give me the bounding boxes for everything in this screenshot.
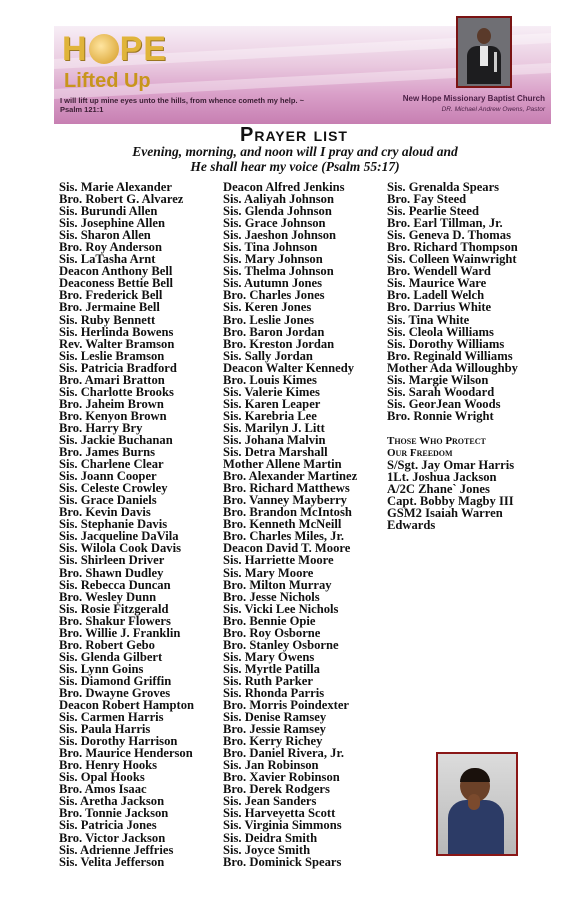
list-item: Sis. Aaliyah Johnson: [223, 192, 334, 207]
list-item: Deacon David T. Moore: [223, 541, 351, 556]
pastor-name: DR. Michael Andrew Owens, Pastor: [441, 106, 545, 113]
list-item: Bro. Daniel Rivera, Jr.: [223, 746, 345, 761]
list-item: Bro. Derek Rodgers: [223, 782, 330, 797]
list-item: Bro. Baron Jordan: [223, 324, 325, 339]
list-item: Sis. Mary Owens: [223, 649, 315, 664]
praying-child-image: [436, 752, 518, 856]
list-item: Sis. Vicki Lee Nichols: [223, 601, 339, 616]
page-subtitle: Evening, morning, and noon will I pray and cry aloud and He shall hear my voice (Psalm 55:17): [132, 144, 458, 174]
list-item: Sis. Dorothy Williams: [387, 336, 505, 351]
pastor-photo: [456, 16, 512, 88]
list-item: Bro. Harry Bry: [59, 420, 143, 435]
list-item: Sis. Velita Jefferson: [59, 854, 165, 869]
list-item: Sis. Rosie Fitzgerald: [59, 601, 169, 616]
list-item: Sis. Colleen Wainwright: [387, 252, 517, 267]
list-item: Bro. Shawn Dudley: [59, 565, 164, 580]
list-item: Sis. Keren Jones: [223, 300, 312, 315]
list-item: Sis. Harriette Moore: [223, 553, 334, 568]
list-item: Sis. Joann Cooper: [59, 469, 157, 484]
list-item: Mother Ada Willoughby: [387, 360, 518, 375]
list-item: Sis. Myrtle Patilla: [223, 661, 320, 676]
names-column-3: [387, 181, 518, 422]
list-item: Bro. Amos Isaac: [59, 782, 147, 797]
list-item: Sis. Jacqueline DaVila: [59, 529, 179, 544]
protect-names: [387, 459, 514, 531]
list-item: Bro. Reginald Williams: [387, 348, 513, 363]
list-item: Bro. Jermaine Bell: [59, 300, 160, 315]
list-item: Sis. Autumn Jones: [223, 276, 323, 291]
list-item: Bro. Dwayne Groves: [59, 685, 171, 700]
list-item: Bro. Henry Hooks: [59, 758, 158, 773]
list-item: Bro. Richard Matthews: [223, 481, 350, 496]
list-item: Sis. Detra Marshall: [223, 445, 328, 460]
page-title: Prayer list: [240, 124, 348, 146]
list-item: Sis. GeorJean Woods: [387, 396, 501, 411]
list-item: Sis. Grace Daniels: [59, 493, 157, 508]
list-item: Bro. Darrius White: [387, 300, 492, 315]
list-item: Sis. Valerie Kimes: [223, 384, 320, 399]
list-item: Sis. Jan Robinson: [223, 758, 319, 773]
list-item: Deacon Robert Hampton: [59, 698, 195, 713]
list-item: Bro. Stanley Osborne: [223, 637, 339, 652]
list-item: Sis. Grenalda Spears: [387, 180, 500, 194]
list-item: Bro. Kreston Jordan: [223, 336, 335, 351]
list-item: Sis. Cleola Williams: [387, 324, 494, 339]
list-item: Sis. Sally Jordan: [223, 348, 313, 363]
list-item: Sis. Patricia Jones: [59, 818, 157, 833]
list-item: Bro. Robert Gebo: [59, 637, 155, 652]
list-item: Bro. Brandon McIntosh: [223, 505, 352, 520]
list-item: Bro. Kevin Davis: [59, 505, 151, 520]
names-column-1: [59, 181, 194, 868]
list-item: Sis. Burundi Allen: [59, 204, 158, 219]
list-item: Deacon Walter Kennedy: [223, 360, 355, 375]
list-item: Sis. Virginia Simmons: [223, 818, 342, 833]
list-item: Bro. Dominick Spears: [223, 854, 342, 869]
list-item: Sis. Sarah Woodard: [387, 384, 495, 399]
list-item: A/2C Zhane` Jones: [387, 482, 490, 497]
list-item: Sis. Herlinda Bowens: [59, 324, 174, 339]
list-item: Bro. Kenyon Brown: [59, 408, 167, 423]
list-item: Bro. Jaheim Brown: [59, 396, 164, 411]
list-item: Bro. Ladell Welch: [387, 288, 485, 303]
list-item: S/Sgt. Jay Omar Harris: [387, 458, 515, 472]
praying-hands: [468, 794, 480, 810]
list-item: Bro. Shakur Flowers: [59, 613, 171, 628]
list-item: Sis. Tina White: [387, 312, 470, 327]
list-item: Sis. Patricia Bradford: [59, 360, 177, 375]
list-item: Sis. Johana Malvin: [223, 432, 326, 447]
list-item: Sis. Glenda Johnson: [223, 204, 332, 219]
list-item: Sis. Adrienne Jeffries: [59, 842, 174, 857]
microphone-icon: [494, 52, 497, 72]
list-item: Sis. Harveyetta Scott: [223, 806, 336, 821]
list-item: Sis. Stephanie Davis: [59, 517, 168, 532]
list-item: Deacon Anthony Bell: [59, 264, 173, 279]
list-item: Bro. Charles Miles, Jr.: [223, 529, 345, 544]
list-item: Deacon Alfred Jenkins: [223, 180, 345, 194]
list-item: Bro. Roy Osborne: [223, 625, 321, 640]
list-item: Sis. Marie Alexander: [59, 180, 172, 194]
list-item: Edwards: [387, 518, 436, 533]
list-item: Bro. Amari Bratton: [59, 372, 165, 387]
list-item: Bro. Morris Poindexter: [223, 698, 350, 713]
protect-heading: [387, 435, 486, 459]
list-item: Sis. Wilola Cook Davis: [59, 541, 182, 556]
list-item: Sis. Thelma Johnson: [223, 264, 334, 279]
list-item: Bro. Richard Thompson: [387, 240, 518, 255]
list-item: Sis. Mary Johnson: [223, 252, 323, 267]
list-item: Sis. Joyce Smith: [223, 842, 311, 857]
list-item: Bro. Fay Steed: [387, 192, 467, 207]
list-item: Sis. LaTasha Arnt: [59, 252, 156, 267]
list-item: Sis. Lynn Goins: [59, 661, 144, 676]
list-item: Sis. Karebria Lee: [223, 408, 317, 423]
names-column-2: [223, 181, 357, 868]
list-item: Sis. Carmen Harris: [59, 710, 164, 725]
photo-shirt: [480, 46, 488, 66]
list-item: Bro. Louis Kimes: [223, 372, 317, 387]
list-item: Bro. Ronnie Wright: [387, 408, 494, 423]
protect-heading-line2: Our Freedom: [387, 447, 453, 459]
banner-verse: I will lift up mine eyes unto the hills, from whence cometh my help. ~ Psalm 121:1: [60, 96, 305, 114]
list-item: Sis. Jaeshon Johnson: [223, 228, 337, 243]
list-item: Sis. Maurice Ware: [387, 276, 487, 291]
list-item: Bro. Maurice Henderson: [59, 746, 193, 761]
list-item: Sis. Rhonda Parris: [223, 685, 325, 700]
list-item: Bro. Kenneth McNeill: [223, 517, 342, 532]
photo-head: [477, 28, 491, 44]
list-item: Bro. Robert G. Alvarez: [59, 192, 184, 207]
list-item: Sis. Charlotte Brooks: [59, 384, 174, 399]
list-item: Bro. Bennie Opie: [223, 613, 316, 628]
protect-heading-line1: Those Who Protect: [387, 435, 486, 447]
list-item: Sis. Shirleen Driver: [59, 553, 165, 568]
list-item: Bro. Victor Jackson: [59, 830, 166, 845]
list-item: Bro. Kerry Richey: [223, 734, 323, 749]
list-item: Sis. Charlene Clear: [59, 457, 164, 472]
list-item: Bro. Wendell Ward: [387, 264, 491, 279]
list-item: Sis. Tina Johnson: [223, 240, 318, 255]
list-item: Sis. Denise Ramsey: [223, 710, 327, 725]
list-item: Sis. Diamond Griffin: [59, 673, 172, 688]
list-item: Sis. Mary Moore: [223, 565, 314, 580]
list-item: Bro. Wesley Dunn: [59, 589, 157, 604]
child-hair: [460, 768, 490, 782]
list-item: Sis. Celeste Crowley: [59, 481, 168, 496]
list-item: Mother Allene Martin: [223, 457, 342, 472]
list-item: Bro. Roy Anderson: [59, 240, 162, 255]
list-item: Sis. Jackie Buchanan: [59, 432, 173, 447]
list-item: Bro. Milton Murray: [223, 577, 332, 592]
list-item: Sis. Opal Hooks: [59, 770, 145, 785]
list-item: Bro. Leslie Jones: [223, 312, 315, 327]
list-item: Sis. Aretha Jackson: [59, 794, 165, 809]
list-item: Sis. Glenda Gilbert: [59, 649, 163, 664]
list-item: Sis. Paula Harris: [59, 722, 151, 737]
globe-icon: [89, 34, 119, 64]
list-item: Sis. Ruth Parker: [223, 673, 313, 688]
list-item: Sis. Deidra Smith: [223, 830, 318, 845]
list-item: Capt. Bobby Magby III: [387, 494, 514, 509]
hope-logo: H PE: [62, 30, 167, 68]
list-item: Sis. Sharon Allen: [59, 228, 151, 243]
list-item: Bro. Jessie Ramsey: [223, 722, 326, 737]
list-item: Sis. Marilyn J. Litt: [223, 420, 325, 435]
list-item: Bro. Frederick Bell: [59, 288, 163, 303]
list-item: Sis. Karen Leaper: [223, 396, 321, 411]
list-item: Bro. Charles Jones: [223, 288, 325, 303]
list-item: Bro. Alexander Martinez: [223, 469, 358, 484]
list-item: GSM2 Isaiah Warren: [387, 506, 503, 521]
church-name: New Hope Missionary Baptist Church: [402, 94, 545, 103]
list-item: Sis. Josephine Allen: [59, 216, 166, 231]
list-item: 1Lt. Joshua Jackson: [387, 470, 497, 485]
list-item: Bro. Earl Tillman, Jr.: [387, 216, 503, 231]
list-item: Sis. Dorothy Harrison: [59, 734, 178, 749]
list-item: Sis. Rebecca Duncan: [59, 577, 171, 592]
list-item: Bro. Jesse Nichols: [223, 589, 320, 604]
list-item: Sis. Margie Wilson: [387, 372, 489, 387]
list-item: Sis. Geneva D. Thomas: [387, 228, 511, 243]
list-item: Sis. Pearlie Steed: [387, 204, 479, 219]
list-item: Bro. Vanney Mayberry: [223, 493, 347, 508]
list-item: Sis. Ruby Bennett: [59, 312, 156, 327]
list-item: Bro. Tonnie Jackson: [59, 806, 169, 821]
lifted-up-logo: Lifted Up: [64, 70, 151, 92]
list-item: Sis. Leslie Bramson: [59, 348, 165, 363]
list-item: Sis. Grace Johnson: [223, 216, 326, 231]
list-item: Deaconess Bettie Bell: [59, 276, 174, 291]
list-item: Bro. Xavier Robinson: [223, 770, 340, 785]
list-item: Bro. James Burns: [59, 445, 155, 460]
list-item: Bro. Willie J. Franklin: [59, 625, 181, 640]
list-item: Rev. Walter Bramson: [59, 336, 175, 351]
list-item: Sis. Jean Sanders: [223, 794, 317, 809]
